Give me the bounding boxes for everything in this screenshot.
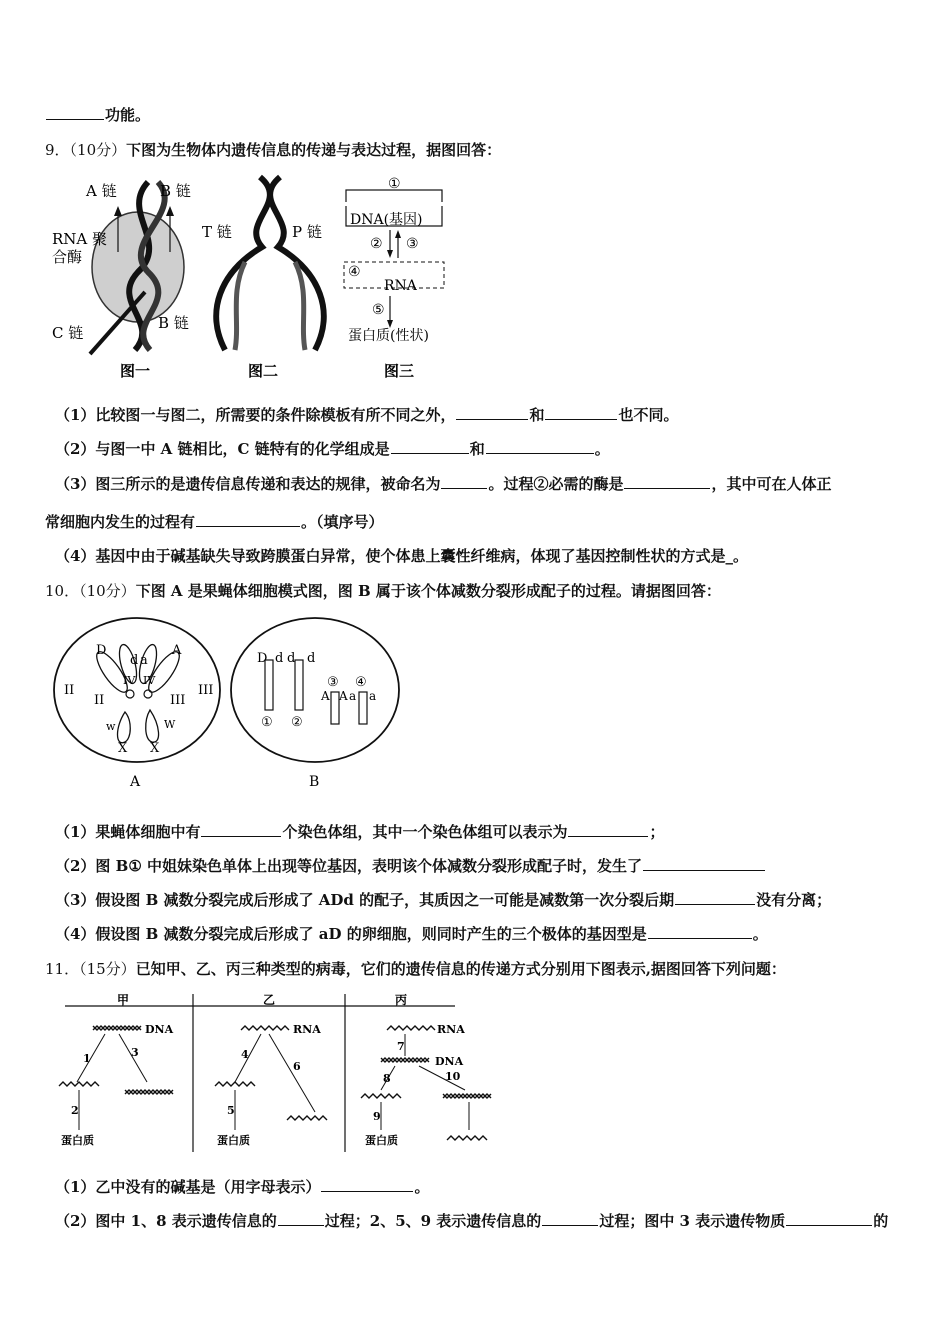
arrowhead [114, 206, 122, 216]
label-dna-gene: DNA(基因) [350, 212, 423, 228]
q9-sub3-text: （3）图三所示的是遗传信息传递和表达的规律，被命名为 [55, 475, 441, 493]
blank[interactable] [624, 474, 710, 489]
allele-A: A [172, 643, 182, 658]
blank[interactable] [321, 1177, 413, 1192]
rna-wave [287, 1116, 327, 1120]
q11-sub1-text: （1）乙中没有的碱基是（用字母表示） [55, 1178, 321, 1196]
label-t-chain: T 链 [202, 223, 232, 241]
chromatid-4 [359, 692, 367, 724]
label-protein: 蛋白质 [61, 1134, 94, 1147]
label-3: ③ [327, 675, 339, 690]
q10-figure-b [225, 612, 405, 797]
blank[interactable] [391, 439, 469, 454]
label-iii-right: III [198, 683, 214, 698]
blank[interactable] [675, 890, 755, 905]
q9-number: 9． [45, 141, 70, 159]
blank[interactable] [456, 405, 528, 420]
caption-fig2: 图二 [248, 362, 279, 380]
label-process-5: ⑤ [372, 302, 385, 318]
q11-sub2-text: （2）图中 1、8 表示遗传信息的 [55, 1212, 277, 1230]
allele-a: a [369, 689, 377, 703]
q10-sub3-end: 没有分离； [756, 891, 832, 909]
top-tail: 功能。 [105, 106, 151, 124]
label-process-1: ① [388, 176, 401, 192]
q10-sub3-text: （3）假设图 B 减数分裂完成后形成了 ADd 的配子，其质因之一可能是减数第一次分裂后期 [55, 891, 675, 909]
label-9: 9 [373, 1110, 381, 1123]
rna-wave [387, 1026, 435, 1030]
label-x: X [150, 741, 160, 756]
label-8: 8 [383, 1072, 391, 1085]
q9-sub3-cont [45, 511, 384, 532]
q9-sub2-and: 和 [469, 440, 485, 458]
q10-sub4 [55, 923, 768, 944]
label-5: 5 [227, 1104, 235, 1117]
blank[interactable] [278, 1211, 324, 1226]
rna-wave [241, 1026, 289, 1030]
q9-sub2-text: （2）与图一中 A 链相比，C 链特有的化学组成是 [55, 440, 390, 458]
label-rna: RNA [437, 1023, 465, 1036]
label-rna: RNA [293, 1023, 321, 1036]
rna-wave [447, 1136, 487, 1140]
q9-sub1-and: 和 [529, 406, 545, 424]
q11-sub2-mid1: 过程；2、5、9 表示遗传信息的 [324, 1212, 542, 1230]
label-6: 6 [293, 1060, 301, 1073]
arrowhead [387, 250, 393, 258]
label-7: 7 [397, 1040, 405, 1053]
allele-W: W [164, 718, 176, 731]
q11-sub1 [55, 1176, 429, 1197]
blank[interactable] [441, 474, 487, 489]
label-b-chain: B 链 [160, 182, 191, 200]
allele-D: D [257, 651, 268, 666]
q11-score: （15分） [79, 960, 136, 978]
chromatid-2 [295, 660, 303, 710]
chromosome-iv [126, 690, 134, 698]
label-b-chain-2: B 链 [158, 314, 189, 332]
label-dna: DNA [435, 1055, 464, 1068]
caption-fig1: 图一 [120, 362, 151, 380]
q10-figure-a [50, 612, 225, 797]
chromatid-3 [331, 692, 339, 724]
q10-text: 下图 A 是果蝇体细胞模式图，图 B 属于该个体减数分裂形成配子的过程。请据图回答： [135, 582, 721, 600]
allele-d: d [275, 651, 284, 666]
label-10: 10 [445, 1070, 461, 1083]
q11-text: 已知甲、乙、丙三种类型的病毒，它们的遗传信息的传递方式分别用下图表示,据图回答下列问题： [135, 960, 786, 978]
label-process-3: ③ [406, 236, 419, 252]
q9-sub1-text: （1）比较图一与图二，所需要的条件除模板有所不同之外， [55, 406, 456, 424]
cell-outline-a [54, 618, 220, 762]
blank[interactable] [196, 512, 300, 527]
blank[interactable] [786, 1211, 872, 1226]
label-a-chain: A 链 [86, 182, 117, 200]
q9-sub3-mid: 。过程②必需的酶是 [488, 475, 624, 493]
label-c-chain: C 链 [52, 324, 84, 342]
blank[interactable] [201, 822, 281, 837]
header-jia: 甲 [117, 993, 130, 1007]
q10-sub2 [55, 855, 766, 876]
q10-sub1-end: ； [649, 823, 665, 841]
label-process-4: ④ [348, 264, 361, 280]
label-2: ② [291, 715, 303, 730]
blank[interactable] [542, 1211, 598, 1226]
allele-a: a [140, 653, 148, 668]
q9-sub3b-end: 。（填序号） [301, 513, 384, 531]
label-1: ① [261, 715, 273, 730]
q10-stem [45, 580, 721, 601]
allele-w: w [106, 720, 116, 733]
label-rna: RNA [384, 278, 417, 294]
label-protein: 蛋白质 [217, 1134, 250, 1147]
allele-a: a [349, 689, 357, 703]
q9-score: （10分） [69, 141, 127, 159]
label-3: 3 [131, 1046, 139, 1059]
arrow-6 [269, 1034, 315, 1112]
q10-sub1 [55, 821, 664, 842]
x-chromosome [146, 710, 159, 742]
label-iii: III [170, 693, 186, 708]
label-iv: IV [123, 674, 136, 687]
q9-sub1 [55, 404, 678, 425]
top-line [45, 104, 150, 125]
q10-sub4-text: （4）假设图 B 减数分裂完成后形成了 aD 的卵细胞，则同时产生的三个极体的基因型是 [55, 925, 647, 943]
allele-d: d [130, 653, 139, 668]
caption-b: B [309, 774, 320, 790]
q11-sub2-mid2: 过程；图中 3 表示遗传物质 [599, 1212, 786, 1230]
allele-A: A [321, 689, 330, 703]
q10-sub3 [55, 889, 831, 910]
q11-sub1-end: 。 [414, 1178, 430, 1196]
caption-fig3: 图三 [384, 362, 415, 380]
q9-figure-2 [200, 172, 340, 384]
q11-sub2-end: 的 [873, 1212, 889, 1230]
label-process-2: ② [370, 236, 383, 252]
q9-sub4 [55, 545, 748, 566]
allele-D: D [96, 643, 107, 658]
mrna-wave [361, 1094, 401, 1098]
blank[interactable] [568, 822, 648, 837]
q9-figure-1 [50, 172, 200, 384]
arrowhead [387, 320, 393, 328]
label-iv: IV [143, 674, 156, 687]
label-1: 1 [83, 1052, 91, 1065]
q10-sub1-text: （1）果蝇体细胞中有 [55, 823, 201, 841]
q11-number: 11． [45, 960, 80, 978]
header-yi: 乙 [263, 993, 276, 1007]
arrow-1 [77, 1034, 105, 1082]
allele-d: d [307, 651, 316, 666]
blank[interactable] [643, 856, 765, 871]
mrna-wave [59, 1082, 99, 1086]
q10-sub2-text: （2）图 B① 中姐妹染色单体上出现等位基因，表明该个体减数分裂形成配子时，发生了 [55, 857, 643, 875]
arrowhead [395, 230, 401, 238]
chromosome-iv [144, 690, 152, 698]
new-strand-left [235, 262, 245, 350]
label-4: ④ [355, 675, 367, 690]
label-p-chain: P 链 [292, 223, 322, 241]
arrowhead [166, 206, 174, 216]
rna-wave [215, 1082, 255, 1086]
label-protein-trait: 蛋白质(性状) [348, 328, 429, 344]
new-strand-right [295, 262, 305, 350]
q11-figure [55, 990, 505, 1155]
q10-number: 10． [45, 582, 80, 600]
q9-sub4-text: （4）基因中由于碱基缺失导致跨膜蛋白异常，使个体患上囊性纤维病，体现了基因控制性状的方式是_。 [55, 547, 748, 565]
mask [340, 202, 448, 206]
blank[interactable] [486, 439, 594, 454]
q9-sub3-end: ，其中可在人体正 [711, 475, 832, 493]
label-dna: DNA [145, 1023, 174, 1036]
caption-a: A [130, 774, 141, 790]
label-4: 4 [241, 1048, 249, 1061]
blank[interactable] [545, 405, 617, 420]
q10-sub4-end: 。 [752, 925, 768, 943]
x-chromosome [118, 712, 131, 743]
allele-A: A [339, 689, 348, 703]
q9-sub3b-text: 常细胞内发生的过程有 [45, 513, 196, 531]
label-2: 2 [71, 1104, 79, 1117]
blank[interactable] [46, 105, 104, 120]
q9-stem [45, 139, 501, 160]
label-enzyme: 合酶 [52, 248, 83, 266]
chromatid-1 [265, 660, 273, 710]
label-ii-left: II [64, 683, 75, 698]
q11-stem [45, 958, 786, 979]
q9-sub2-end: 。 [594, 440, 610, 458]
label-ii: II [94, 693, 105, 708]
label-protein: 蛋白质 [365, 1134, 398, 1147]
q9-figure-3 [340, 172, 465, 384]
header-bing: 丙 [395, 993, 408, 1007]
q9-sub1-end: 也不同。 [618, 406, 679, 424]
blank[interactable] [648, 924, 752, 939]
q9-sub3 [55, 473, 831, 494]
label-x: X [118, 741, 128, 756]
q11-sub2 [55, 1210, 888, 1231]
q10-sub1-mid: 个染色体组，其中一个染色体组可以表示为 [282, 823, 568, 841]
q9-text: 下图为生物体内遗传信息的传递与表达过程，据图回答： [126, 141, 502, 159]
allele-d: d [287, 651, 296, 666]
q9-sub2 [55, 438, 610, 459]
q10-score: （10分） [79, 582, 136, 600]
label-rna-pol: RNA 聚 [52, 230, 108, 248]
